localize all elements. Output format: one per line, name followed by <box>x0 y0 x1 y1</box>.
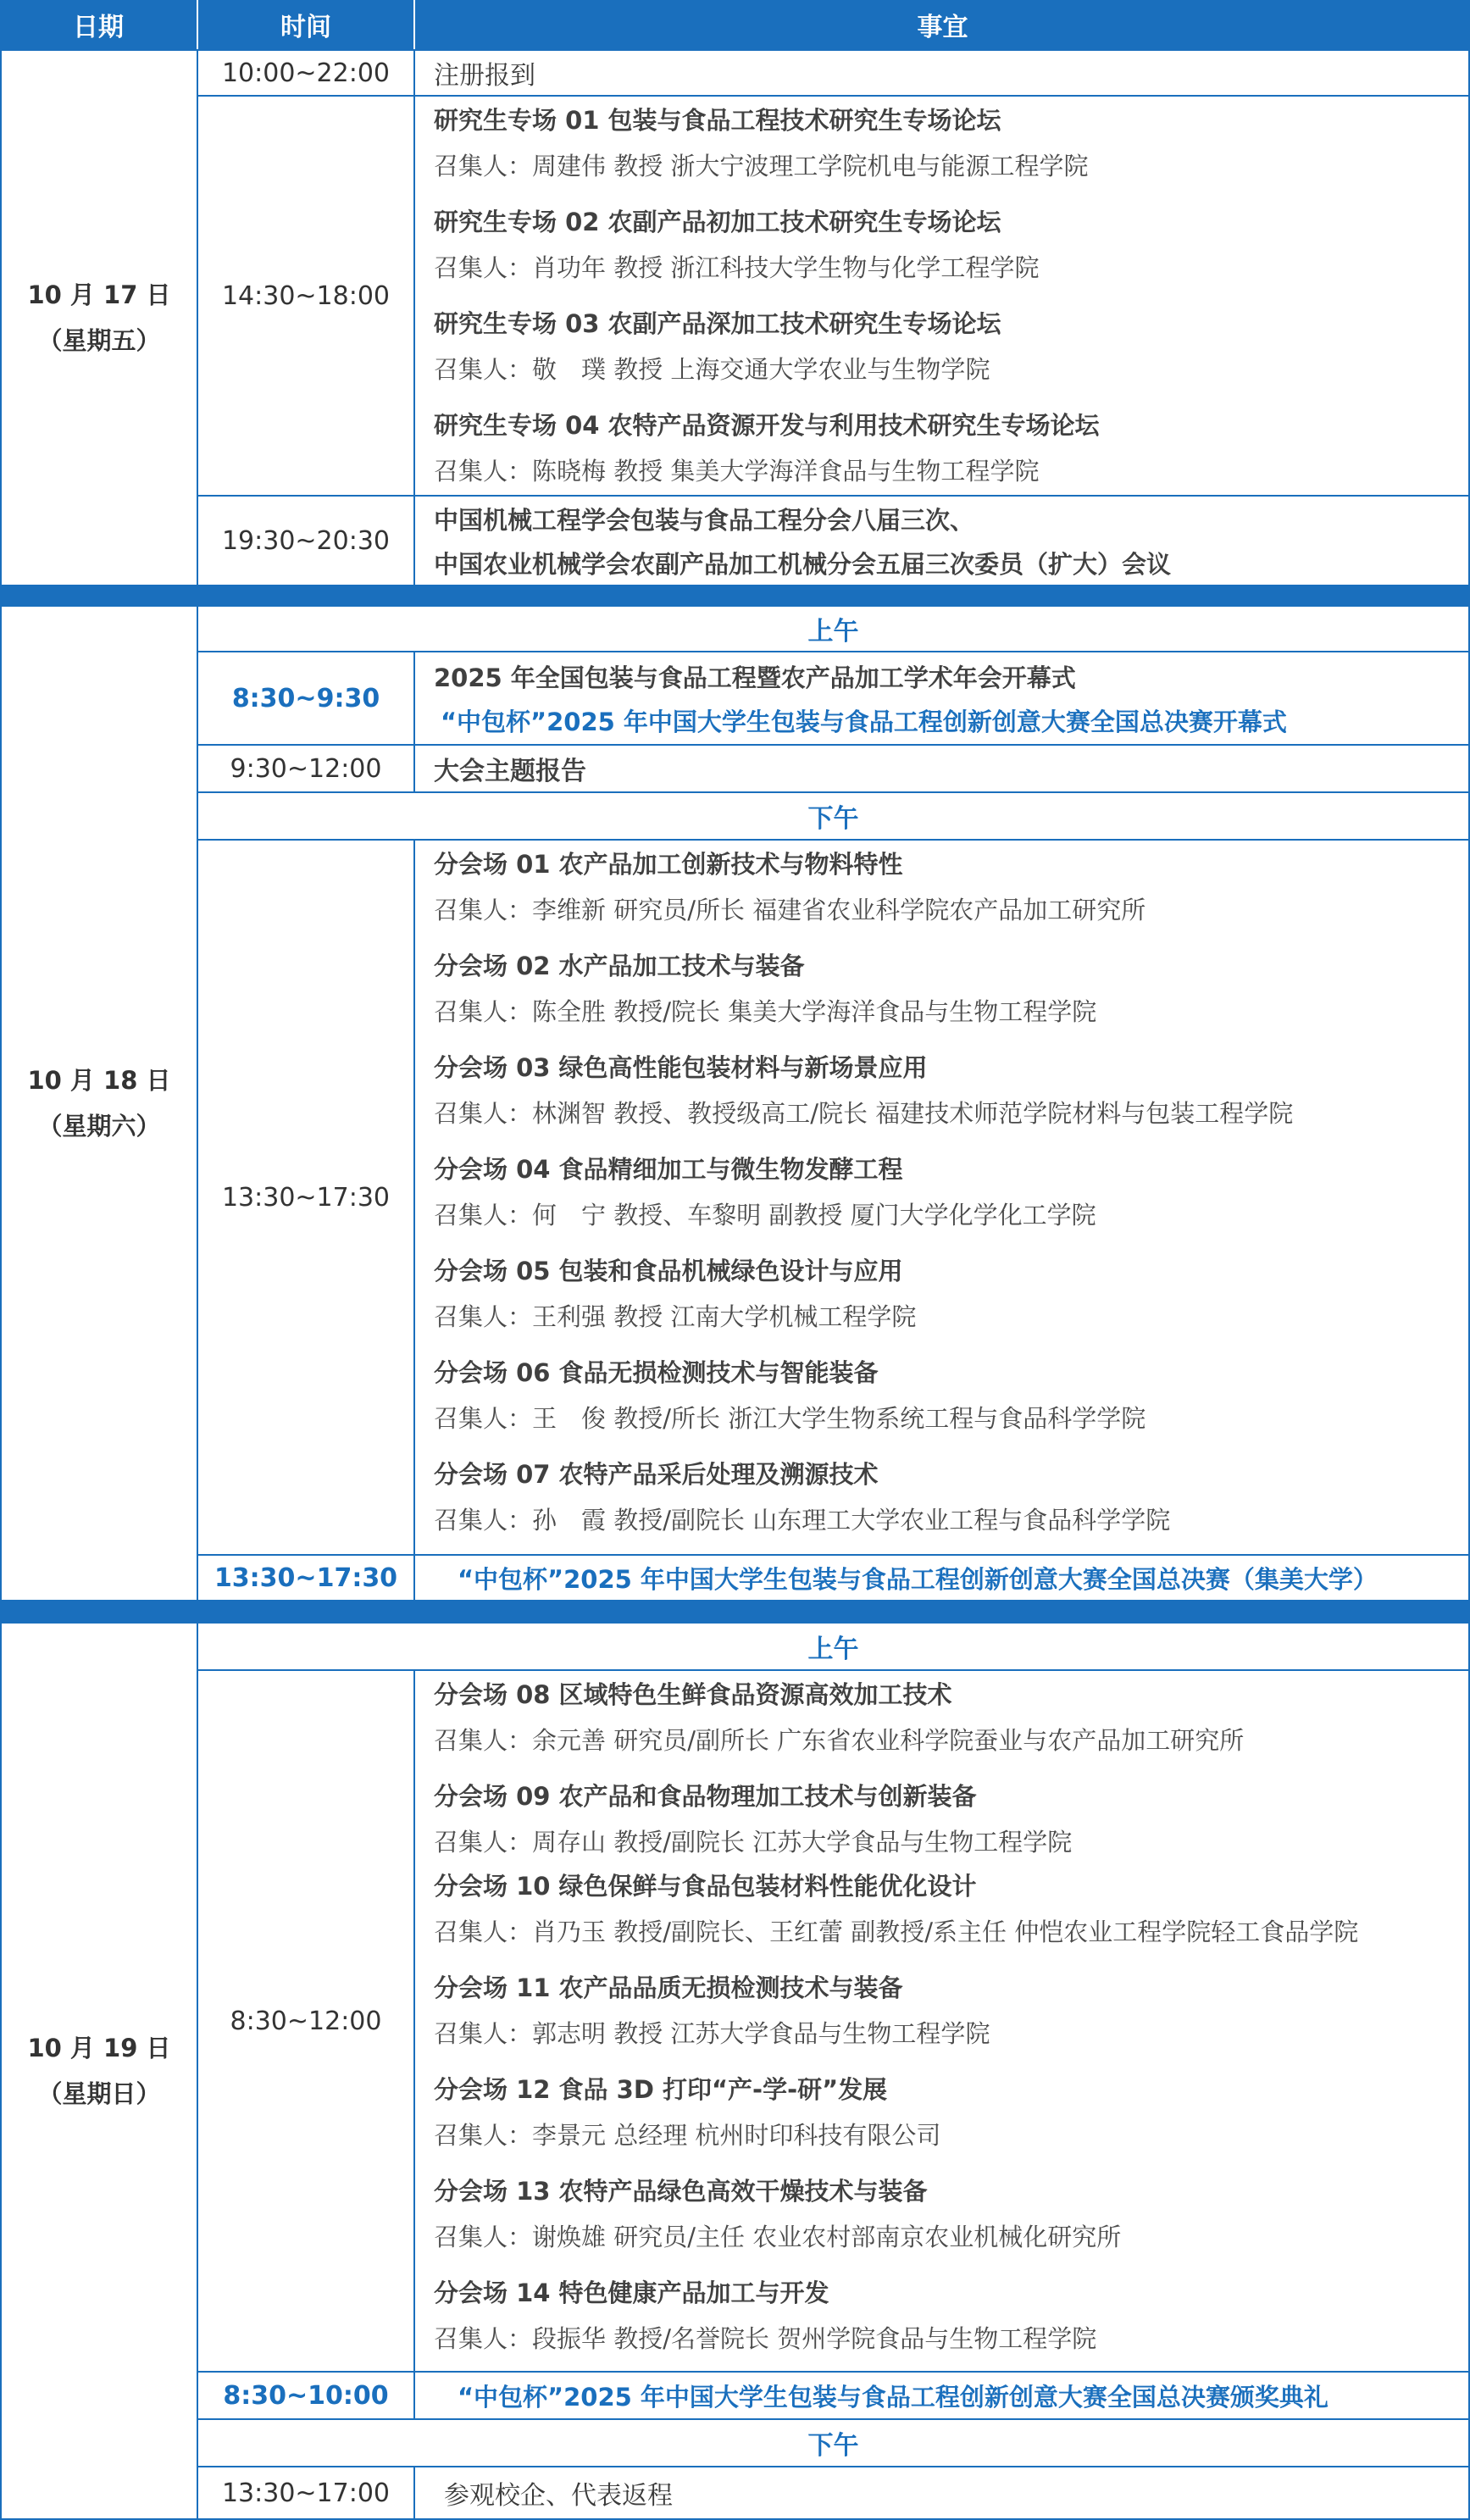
time-text: 13:30~17:30 <box>221 1182 391 1213</box>
period-text: 下午 <box>807 2431 859 2461</box>
session-title: 分会场 11 农产品品质无损检测技术与装备 <box>434 1973 903 2002</box>
day2-morning-label <box>197 605 1470 652</box>
session-convener: 召集人：何 宁 教授、车黎明 副教授 厦门大学化学化工学院 <box>434 1201 1096 1229</box>
time-text: 8:30~10:00 <box>223 2380 389 2411</box>
session-title: 分会场 02 水产品加工技术与装备 <box>434 952 805 980</box>
time-text: 8:30~9:30 <box>231 683 380 713</box>
session-convener: 召集人：王利强 教授 江南大学机械工程学院 <box>434 1302 917 1331</box>
session-convener: 召集人：林渊智 教授、教授级高工/院长 福建技术师范学院材料与包装工程学院 <box>434 1099 1294 1128</box>
day3-sessions-time <box>197 1669 415 2373</box>
day1-row2-events <box>413 95 1470 497</box>
session-convener: 召集人：陈全胜 教授/院长 集美大学海洋食品与生物工程学院 <box>434 997 1097 1026</box>
period-text: 上午 <box>807 1635 859 1664</box>
period-text: 上午 <box>807 617 859 647</box>
day2-final-event <box>413 1554 1470 1601</box>
day2-final-time <box>197 1554 415 1601</box>
day1-weekday: （星期五） <box>37 326 161 355</box>
session-convener: 召集人：谢焕雄 研究员/主任 农业农村部南京农业机械化研究所 <box>434 2223 1122 2251</box>
session-convener: 召集人：陈晓梅 教授 集美大学海洋食品与生物工程学院 <box>434 457 1040 486</box>
day3-tour-time <box>197 2466 415 2520</box>
session-convener: 召集人：肖功年 教授 浙江科技大学生物与化学工程学院 <box>434 253 1040 282</box>
session-convener: 召集人：周建伟 教授 浙大宁波理工学院机电与能源工程学院 <box>434 152 1089 180</box>
day3-tour-event <box>413 2466 1470 2520</box>
day2-report-event <box>413 744 1470 793</box>
session-title: 分会场 12 食品 3D 打印“产-学-研”发展 <box>434 2075 888 2104</box>
day3-award-event <box>413 2371 1470 2420</box>
session-convener: 召集人：肖乃玉 教授/副院长、王红蕾 副教授/系主任 仲恺农业工程学院轻工食品学院 <box>434 1918 1359 1946</box>
day2-sessions <box>413 839 1470 1556</box>
header-date <box>0 0 197 49</box>
session-title: 分会场 14 特色健康产品加工与开发 <box>434 2279 829 2307</box>
opening-line-1: 2025 年全国包装与食品工程暨农产品加工学术年会开幕式 <box>434 663 1076 692</box>
day1-date-cell <box>0 49 198 586</box>
header-time-label: 时间 <box>280 13 331 42</box>
session-convener: 召集人：敬 璞 教授 上海交通大学农业与生物学院 <box>434 355 990 384</box>
day2-weekday: （星期六） <box>37 1112 161 1141</box>
day2-date-cell <box>0 605 198 1601</box>
event-text: “中包杯”2025 年中国大学生包装与食品工程创新创意大赛全国总决赛（集美大学） <box>458 1564 1378 1594</box>
event-text: 注册报到 <box>434 61 535 91</box>
session-title: 分会场 10 绿色保鲜与食品包装材料性能优化设计 <box>434 1872 977 1901</box>
day2-opening-time <box>197 651 415 746</box>
time-text: 10:00~22:00 <box>221 58 391 88</box>
day3-award-time <box>197 2371 415 2420</box>
event-text: 参观校企、代表返程 <box>444 2481 673 2511</box>
session-title: 分会场 13 农特产品绿色高效干燥技术与装备 <box>434 2177 928 2206</box>
session-title: 分会场 01 农产品加工创新技术与物料特性 <box>434 850 903 879</box>
session-convener: 召集人：王 俊 教授/所长 浙江大学生物系统工程与食品科学学院 <box>434 1404 1146 1433</box>
session-title: 分会场 09 农产品和食品物理加工技术与创新装备 <box>434 1782 977 1811</box>
day2-opening-event <box>413 651 1470 746</box>
day2-report-time <box>197 744 415 793</box>
session-title: 分会场 04 食品精细加工与微生物发酵工程 <box>434 1155 903 1184</box>
session-convener: 召集人：郭志明 教授 江苏大学食品与生物工程学院 <box>434 2019 990 2048</box>
day3-morning-label <box>197 1622 1470 1671</box>
day2-date: 10 月 18 日 <box>27 1066 171 1095</box>
day2-sessions-time <box>197 839 415 1556</box>
session-title: 分会场 06 食品无损检测技术与智能装备 <box>434 1358 879 1387</box>
session-title: 研究生专场 04 农特产品资源开发与利用技术研究生专场论坛 <box>434 411 1100 440</box>
opening-line-2: “中包杯”2025 年中国大学生包装与食品工程创新创意大赛全国总决赛开幕式 <box>441 708 1287 736</box>
day2-afternoon-label <box>197 791 1470 841</box>
session-convener: 召集人：周存山 教授/副院长 江苏大学食品与生物工程学院 <box>434 1828 1073 1857</box>
day3-date-cell <box>0 1622 198 2520</box>
time-text: 9:30~12:00 <box>230 753 382 784</box>
session-title: 研究生专场 03 农副产品深加工技术研究生专场论坛 <box>434 309 1001 338</box>
session-convener: 召集人：李景元 总经理 杭州时印科技有限公司 <box>434 2121 941 2150</box>
session-title: 分会场 08 区域特色生鲜食品资源高效加工技术 <box>434 1680 952 1709</box>
header-date-label: 日期 <box>73 13 124 42</box>
session-convener: 召集人：孙 霞 教授/副院长 山东理工大学农业工程与食品科学学院 <box>434 1506 1171 1535</box>
session-convener: 召集人：李维新 研究员/所长 福建省农业科学院农产品加工研究所 <box>434 896 1146 924</box>
day-separator <box>0 1601 1470 1622</box>
header-matter-label: 事宜 <box>917 13 968 42</box>
day1-row2-time <box>197 95 415 497</box>
session-title: 分会场 05 包装和食品机械绿色设计与应用 <box>434 1257 903 1285</box>
day3-afternoon-label <box>197 2418 1470 2467</box>
event-text: 大会主题报告 <box>434 757 586 786</box>
day1-row3-time <box>197 495 415 586</box>
session-convener: 召集人：段振华 教授/名誉院长 贺州学院食品与生物工程学院 <box>434 2324 1097 2353</box>
time-text: 14:30~18:00 <box>221 280 391 311</box>
header-matter <box>415 0 1470 49</box>
day3-sessions <box>413 1669 1470 2373</box>
meeting-line-2: 中国农业机械学会农副产品加工机械分会五届三次委员（扩大）会议 <box>434 550 1172 579</box>
day1-row1-time <box>197 49 415 97</box>
session-title: 分会场 03 绿色高性能包装材料与新场景应用 <box>434 1053 928 1082</box>
session-title: 研究生专场 01 包装与食品工程技术研究生专场论坛 <box>434 106 1001 135</box>
day3-weekday: （星期日） <box>37 2079 161 2108</box>
time-text: 13:30~17:00 <box>221 2478 391 2508</box>
day1-row1-event <box>413 49 1470 97</box>
time-text: 8:30~12:00 <box>230 2006 382 2036</box>
session-title: 研究生专场 02 农副产品初加工技术研究生专场论坛 <box>434 208 1001 236</box>
day1-date: 10 月 17 日 <box>27 280 171 309</box>
period-text: 下午 <box>807 804 859 834</box>
session-convener: 召集人：余元善 研究员/副所长 广东省农业科学院蚕业与农产品加工研究所 <box>434 1726 1245 1755</box>
session-title: 分会场 07 农特产品采后处理及溯源技术 <box>434 1460 879 1489</box>
day-separator <box>0 586 1470 605</box>
meeting-line-1: 中国机械工程学会包装与食品工程分会八届三次、 <box>434 506 975 535</box>
day1-row3-event <box>413 495 1470 586</box>
event-text: “中包杯”2025 年中国大学生包装与食品工程创新创意大赛全国总决赛颁奖典礼 <box>458 2382 1329 2412</box>
time-text: 13:30~17:30 <box>214 1563 398 1593</box>
time-text: 19:30~20:30 <box>221 525 391 556</box>
header-time <box>198 0 413 49</box>
day3-date: 10 月 19 日 <box>27 2034 171 2062</box>
